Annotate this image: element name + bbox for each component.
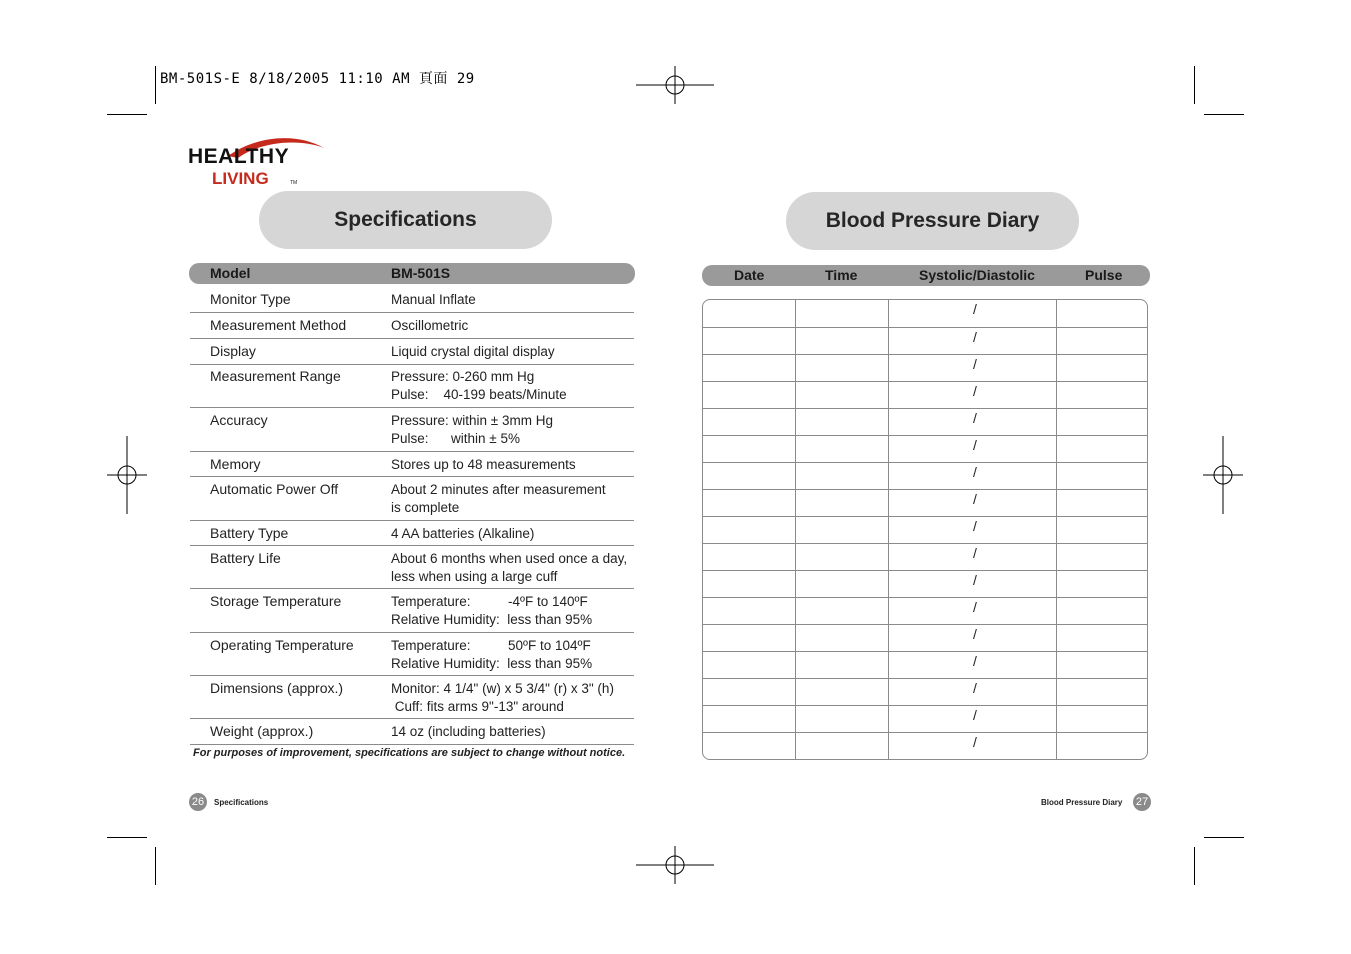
diary-row xyxy=(703,705,1147,733)
diary-slash: / xyxy=(973,491,977,507)
spec-value-line: Cuff: fits arms 9"-13" around xyxy=(391,698,564,714)
diary-cell-time[interactable] xyxy=(795,733,889,760)
spec-label: Battery Type xyxy=(210,525,289,541)
diary-cell-pulse[interactable] xyxy=(1056,598,1148,625)
spec-label: Display xyxy=(210,343,256,359)
spec-value-line: Pulse: 40-199 beats/Minute xyxy=(391,386,567,402)
spec-row xyxy=(190,408,634,452)
diary-cell-pulse[interactable] xyxy=(1056,463,1148,490)
diary-cell-time[interactable] xyxy=(795,300,889,327)
diary-cell-time[interactable] xyxy=(795,409,889,436)
diary-slash: / xyxy=(973,734,977,750)
crop-mark xyxy=(107,837,147,838)
diary-row xyxy=(703,354,1147,382)
diary-cell-time[interactable] xyxy=(795,490,889,517)
spec-value xyxy=(391,723,546,741)
diary-cell-pulse[interactable] xyxy=(1056,652,1148,679)
spec-value xyxy=(391,291,476,309)
diary-slash: / xyxy=(973,572,977,588)
healthy-living-logo xyxy=(186,134,326,190)
diary-cell-time[interactable] xyxy=(795,544,889,571)
diary-row xyxy=(703,516,1147,544)
spec-value-line: About 2 minutes after measurement xyxy=(391,482,606,497)
spec-value xyxy=(391,481,606,516)
diary-col-date: Date xyxy=(734,267,765,283)
spec-value-line: less when using a large cuff xyxy=(391,568,558,584)
diary-row xyxy=(703,300,1147,327)
diary-row xyxy=(703,327,1147,355)
spec-row xyxy=(190,287,634,313)
spec-value xyxy=(391,456,576,474)
spec-label: Dimensions (approx.) xyxy=(210,680,344,696)
footer-label-right: Blood Pressure Diary xyxy=(1041,798,1123,807)
spec-value xyxy=(391,593,592,628)
diary-cell-pulse[interactable] xyxy=(1056,544,1148,571)
diary-cell-time[interactable] xyxy=(795,355,889,382)
spec-row xyxy=(190,633,634,676)
diary-cell-time[interactable] xyxy=(795,679,889,706)
diary-col-time: Time xyxy=(825,267,858,283)
spec-label: Weight (approx.) xyxy=(210,723,314,739)
diary-slash: / xyxy=(973,437,977,453)
diary-slash: / xyxy=(973,383,977,399)
diary-cell-time[interactable] xyxy=(795,652,889,679)
spec-label: Measurement Range xyxy=(210,368,341,384)
spec-value xyxy=(391,412,553,447)
spec-row xyxy=(190,339,634,365)
diary-cell-pulse[interactable] xyxy=(1056,679,1148,706)
diary-cell-pulse[interactable] xyxy=(1056,300,1148,327)
spec-value-line: Pulse: within ± 5% xyxy=(391,430,520,446)
spec-value-line: Oscillometric xyxy=(391,318,469,333)
spec-label: Operating Temperature xyxy=(210,637,354,653)
diary-col-systolic-diastolic: Systolic/Diastolic xyxy=(919,267,1035,283)
diary-cell-pulse[interactable] xyxy=(1056,409,1148,436)
spec-row xyxy=(190,313,634,339)
spec-value-line: Temperature: -4ºF to 140ºF xyxy=(391,594,588,609)
spec-value-line: Manual Inflate xyxy=(391,292,476,307)
diary-cell-pulse[interactable] xyxy=(1056,706,1148,733)
diary-row xyxy=(703,678,1147,706)
spec-note: For purposes of improvement, specifications are subject to change without notice. xyxy=(193,747,626,759)
spec-value xyxy=(391,637,592,672)
diary-cell-pulse[interactable] xyxy=(1056,733,1148,760)
spec-value-line: About 6 months when used once a day, xyxy=(391,551,628,566)
spec-row xyxy=(190,589,634,633)
diary-cell-pulse[interactable] xyxy=(1056,625,1148,652)
diary-cell-pulse[interactable] xyxy=(1056,571,1148,598)
footer-label-left: Specifications xyxy=(214,798,269,807)
spec-value-line: 4 AA batteries (Alkaline) xyxy=(391,526,535,541)
registration-mark-right xyxy=(1203,436,1243,514)
spec-value xyxy=(391,525,534,543)
spec-value-line: Monitor: 4 1/4" (w) x 5 3/4" (r) x 3" (h) xyxy=(391,681,614,696)
registration-mark-top xyxy=(636,66,714,104)
diary-slash: / xyxy=(973,410,977,426)
crop-mark xyxy=(155,66,156,104)
spec-label: Automatic Power Off xyxy=(210,481,339,497)
diary-title: Blood Pressure Diary xyxy=(786,192,1079,250)
spec-table-header xyxy=(189,263,635,284)
spec-row xyxy=(190,452,634,477)
spec-label: Monitor Type xyxy=(210,291,291,307)
diary-slash: / xyxy=(973,301,977,317)
logo-brand: HEALTHY xyxy=(188,145,290,168)
diary-slash: / xyxy=(973,653,977,669)
diary-row xyxy=(703,408,1147,436)
spec-value-line: Liquid crystal digital display xyxy=(391,344,555,359)
spec-value xyxy=(391,680,614,715)
spec-value xyxy=(391,550,627,585)
diary-cell-time[interactable] xyxy=(795,463,889,490)
page-number-right: 27 xyxy=(1133,793,1151,811)
diary-table-header xyxy=(702,265,1150,286)
spec-row xyxy=(190,364,634,408)
spec-header-value: BM-501S xyxy=(391,265,451,281)
registration-mark-bottom xyxy=(636,846,714,884)
diary-slash: / xyxy=(973,518,977,534)
spec-value-line: 14 oz (including batteries) xyxy=(391,724,546,739)
spec-header-label: Model xyxy=(210,265,251,281)
diary-cell-pulse[interactable] xyxy=(1056,517,1148,544)
diary-cell-pulse[interactable] xyxy=(1056,355,1148,382)
registration-mark-left xyxy=(107,436,147,514)
diary-cell-time[interactable] xyxy=(795,436,889,463)
spec-value-line: Relative Humidity: less than 95% xyxy=(391,611,593,627)
diary-row xyxy=(703,651,1147,679)
spec-label: Memory xyxy=(210,456,261,472)
diary-row xyxy=(703,570,1147,598)
diary-slash: / xyxy=(973,626,977,642)
crop-mark xyxy=(1204,114,1244,115)
spec-value-line: Pressure: within ± 3mm Hg xyxy=(391,413,553,428)
spec-row xyxy=(190,546,634,589)
diary-row xyxy=(703,489,1147,517)
crop-mark xyxy=(1204,837,1244,838)
diary-cell-pulse[interactable] xyxy=(1056,382,1148,409)
diary-row xyxy=(703,381,1147,409)
diary-row xyxy=(703,543,1147,571)
spec-label: Battery Life xyxy=(210,550,281,566)
diary-cell-time[interactable] xyxy=(795,571,889,598)
crop-mark xyxy=(107,114,147,115)
diary-slash: / xyxy=(973,599,977,615)
spec-value xyxy=(391,368,567,403)
spec-label: Storage Temperature xyxy=(210,593,342,609)
diary-cell-time[interactable] xyxy=(795,625,889,652)
diary-slash: / xyxy=(973,680,977,696)
diary-row xyxy=(703,597,1147,625)
spec-row xyxy=(190,676,634,719)
diary-slash: / xyxy=(973,464,977,480)
diary-row xyxy=(703,435,1147,463)
diary-cell-time[interactable] xyxy=(795,706,889,733)
spec-row xyxy=(190,521,634,546)
diary-slash: / xyxy=(973,356,977,372)
diary-cell-pulse[interactable] xyxy=(1056,436,1148,463)
logo-sub: LIVING xyxy=(212,169,269,188)
diary-cell-time[interactable] xyxy=(795,517,889,544)
spec-value-line: Pressure: 0-260 mm Hg xyxy=(391,369,535,384)
spec-value-line: Stores up to 48 measurements xyxy=(391,457,576,472)
crop-mark xyxy=(155,847,156,885)
diary-grid xyxy=(702,299,1148,760)
spec-value-line: Temperature: 50ºF to 104ºF xyxy=(391,638,591,653)
diary-row xyxy=(703,462,1147,490)
diary-slash: / xyxy=(973,329,977,345)
diary-row xyxy=(703,624,1147,652)
diary-slash: / xyxy=(973,707,977,723)
spec-row xyxy=(190,477,634,521)
logo-tm: TM xyxy=(290,180,298,186)
diary-cell-time[interactable] xyxy=(795,382,889,409)
spec-label: Accuracy xyxy=(210,412,268,428)
diary-cell-time[interactable] xyxy=(795,328,889,355)
spec-value-line: is complete xyxy=(391,499,460,515)
specifications-title: Specifications xyxy=(259,191,552,249)
diary-cell-time[interactable] xyxy=(795,598,889,625)
diary-cell-pulse[interactable] xyxy=(1056,328,1148,355)
spec-row xyxy=(190,719,634,745)
spec-label: Measurement Method xyxy=(210,317,347,333)
spec-value-line: Relative Humidity: less than 95% xyxy=(391,655,593,671)
diary-col-pulse: Pulse xyxy=(1085,267,1123,283)
spec-value xyxy=(391,317,468,335)
spec-value xyxy=(391,343,555,361)
diary-row xyxy=(703,732,1147,760)
print-stamp: BM-501S-E 8/18/2005 11:10 AM 頁面 29 xyxy=(160,71,475,87)
diary-slash: / xyxy=(973,545,977,561)
diary-cell-pulse[interactable] xyxy=(1056,490,1148,517)
crop-mark xyxy=(1194,66,1195,104)
page-number-left: 26 xyxy=(189,793,207,811)
crop-mark xyxy=(1194,847,1195,885)
